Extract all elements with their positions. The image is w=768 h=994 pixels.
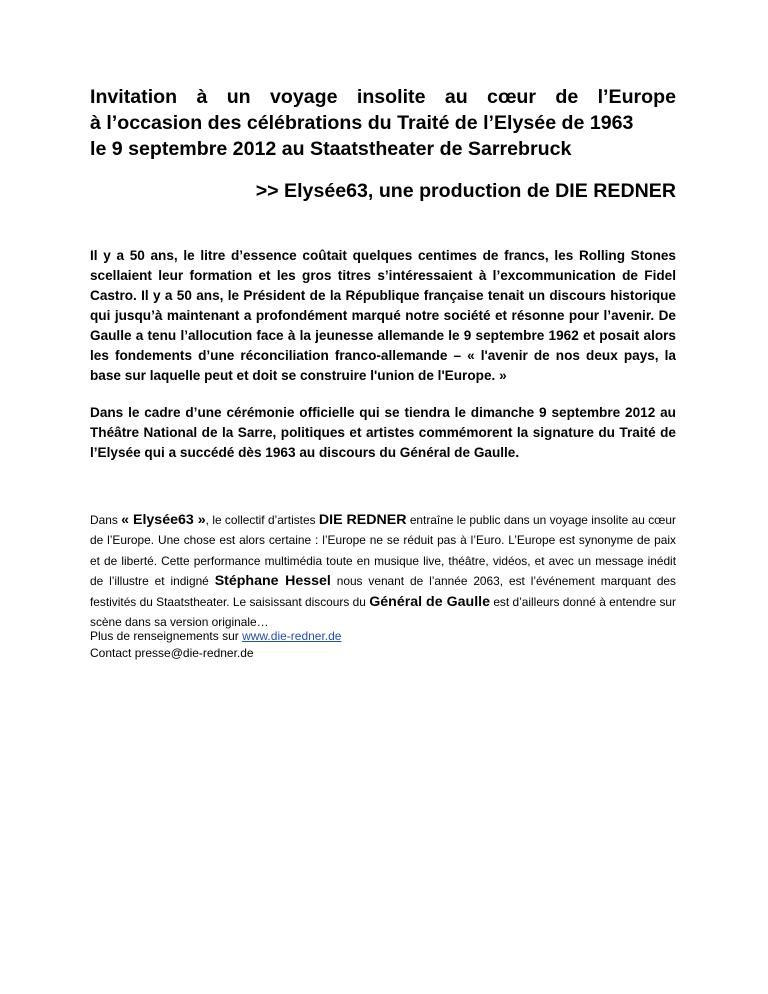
contact-line: Contact presse@die-redner.de [90,646,254,661]
title-line-1: Invitation à un voyage insolite au cœur de l’Europe [90,86,676,108]
title-line-3: le 9 septembre 2012 au Staatstheater de Sarrebruck [90,138,572,160]
desc-emphasis-elysee63: « Elysée63 » [121,512,206,528]
info-line [90,628,676,645]
title-line-2: à l’occasion des célébrations du Traité de l’Elysée de 1963 [90,112,634,134]
desc-emphasis-die-redner: DIE REDNER [318,512,407,528]
title-block [90,84,676,162]
paragraph-intro: Il y a 50 ans, le litre d’essence coûtait quelques centimes de francs, les Rolling Stones scellaient leur formation et les gros titres s’intéressaient à l’excommunication de Fidel Castro. Il y a 50 ans, le Président de la République française tenait un discours historique qui jusqu’à maintenant a profondément marqué notre société et résonne pour l’avenir. De Gaulle a tenu l’allocution face à la jeunesse allemande le 9 septembre 1962 et posait alors les fondements d’une réconciliation franco-allemande – « l'avenir de nos deux pays, la base sur laquelle peut et doit se construire l'union de l'Europe. » [90,248,676,383]
desc-text-1: Dans [90,513,122,527]
paragraph-ceremony: Dans le cadre d’une cérémonie officielle qui se tiendra le dimanche 9 septembre 2012 au Théâtre National de la Sarre, politiques et artistes commémorent la signature du Traité de l’Elysée qui a succédé dès 1963 au discours du Général de Gaulle. [90,405,676,460]
website-link[interactable]: www.die-redner.de [242,629,342,643]
desc-text-4: nous venant de l’année 2063, est l’événement marquant des festivités du Staatstheater. Le saisissant discours du [90,574,676,609]
desc-text-5: est d’ailleurs donné à entendre sur scène dans sa version originale… [90,594,676,630]
desc-text-3: entraîne le public dans un voyage insolite au cœur de l’Europe. Une chose est alors certaine : l’Europe ne se réduit pas à l’Euro. L’Europe est synonyme de paix et de liberté. Cette performance multimédia toute en musique live, théâtre, vidéos, et avec un message inédit de l’illustre et indigné [90,513,676,589]
desc-text-2: , le collectif d’artistes [205,513,319,527]
subtitle: >> Elysée63, une production de DIE REDNER [255,180,676,202]
contact-block [90,628,676,662]
info-prefix: Plus de renseignements sur [90,629,243,643]
paragraph-description [90,510,676,632]
desc-emphasis-de-gaulle: Général de Gaulle [369,593,490,610]
desc-emphasis-hessel: Stéphane Hessel [214,573,331,590]
